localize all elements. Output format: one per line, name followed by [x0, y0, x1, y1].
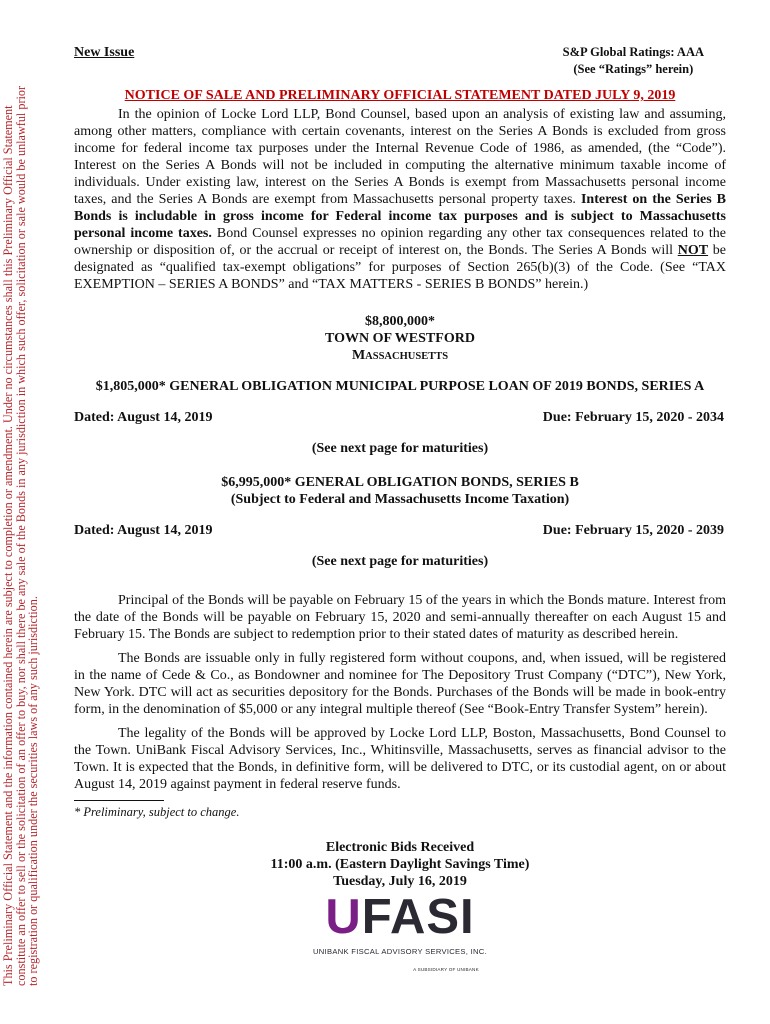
- principal-paragraph: Principal of the Bonds will be payable on February 15 of the years in which the Bonds mature. Interest from the date of the Bonds will be payable on February 15, 2020 and semi-annually thereafter on each August 15 and February 15. The Bonds are subject to redemption prior to their stated dates of maturity as described herein.: [74, 593, 726, 642]
- bid-line-3: Tuesday, July 16, 2019: [333, 874, 467, 889]
- bid-info: [74, 839, 726, 890]
- ufasi-logo: [74, 892, 726, 978]
- new-issue-label: New Issue: [74, 45, 135, 60]
- logo-subtitle: UNIBANK FISCAL ADVISORY SERVICES, INC.: [312, 947, 487, 956]
- opinion-text-3: be designated as “qualified tax-exempt obligations” for purposes of Section 265(b)(3) of the Code. (See “TAX EXEMPTION – SERIES A BONDS” and “TAX MATTERS - SERIES B BONDS” herein.): [74, 243, 727, 292]
- series-b-maturities-note: (See next page for maturities): [311, 554, 489, 569]
- rating-block: [563, 44, 704, 78]
- issuer-block: [74, 313, 726, 365]
- footnote: * Preliminary, subject to change.: [74, 805, 240, 819]
- opinion-text-2: Bond Counsel expresses no opinion regarding any other tax consequences related to the ownership or disposition of, or the accrual or receipt of interest on, the Bonds. The Series A Bonds will: [74, 226, 727, 258]
- side-disclaimer-line-1: This Preliminary Official Statement and the information contained herein are subject to completion or amendment. Under no circumstances shall this Preliminary Official Statement: [1, 105, 15, 986]
- series-b-subtitle: (Subject to Federal and Massachusetts Income Taxation): [230, 492, 570, 507]
- series-b-title-block: [74, 474, 726, 508]
- state-rest: ASSACHUSETTS: [365, 351, 449, 362]
- ufasi-logo-mark: [325, 892, 474, 942]
- series-b-title: $6,995,000* GENERAL OBLIGATION BONDS, SERIES B: [221, 475, 579, 490]
- logo-fasi-letters: FASI: [361, 890, 475, 944]
- logo-u-letter: U: [325, 890, 362, 944]
- series-a-due: Due: February 15, 2020 - 2034: [542, 410, 724, 425]
- series-b-due: Due: February 15, 2020 - 2039: [542, 523, 724, 538]
- opinion-text-1: In the opinion of Locke Lord LLP, Bond Counsel, based upon an analysis of existing law and assuming, among other matters, compliance with certain covenants, interest on the Series A Bonds is excluded from gross income for federal income tax purposes under the Internal Revenue Code of 1986, as amended, (the “Code”). Interest on the Series A Bonds will not be included in computing the alternative minimum taxable income of individuals. Under existing law, interest on the Series A Bonds is exempt from Massachusetts personal income taxes, and the Series A Bonds are exempt from Massachusetts personal property taxes.: [74, 107, 726, 207]
- series-a-dated: Dated: August 14, 2019: [74, 410, 213, 425]
- opinion-not: NOT: [677, 243, 709, 258]
- header-row: [74, 44, 726, 78]
- opinion-bold-text: Interest on the Series B Bonds is includable in gross income for Federal income tax purposes and is subject to Massachusetts personal income taxes.: [74, 192, 727, 241]
- series-b-dates: [74, 522, 726, 539]
- series-b-dated: Dated: August 14, 2019: [74, 523, 213, 538]
- side-disclaimer-line-3: to registration or qualification under the securities laws of any such jurisdiction.: [26, 596, 41, 986]
- issuable-paragraph: The Bonds are issuable only in fully registered form without coupons, and, when issued, will be registered in the name of Cede & Co., as Bondowner and nominee for The Depository Trust Company (“DTC”), New York, New York. DTC will act as securities depository for the Bonds. Purchases of the Bonds will be made in book-entry form, in the denomination of $5,000 or any integral multiple thereof (See “Book-Entry Transfer System” herein).: [74, 651, 726, 717]
- total-amount: $8,800,000*: [365, 314, 435, 329]
- series-a-dates: [74, 409, 726, 426]
- bid-line-2: 11:00 a.m. (Eastern Daylight Savings Time): [270, 857, 530, 872]
- logo-subsidiary: A SUBSIDIARY OF UNIBANK: [413, 967, 479, 972]
- side-disclaimer: [2, 52, 48, 986]
- legality-paragraph: The legality of the Bonds will be approved by Locke Lord LLP, Boston, Massachusetts, Bond Counsel to the Town. UniBank Fiscal Advisory Services, Inc., Whitinsville, Massachusetts, serves as financial advisor to the Town. It is expected that the Bonds, in definitive form, will be delivered to DTC, or its custodial agent, on or about August 14, 2019 against payment in federal reserve funds.: [74, 726, 726, 792]
- side-disclaimer-line-2: constitute an offer to sell or the solicitation of an offer to buy, nor shall there be any sale of the Bonds in any jurisdiction in which such offer, solicitation or sale would be unlawful prior: [13, 85, 28, 986]
- footnote-rule: [74, 800, 164, 801]
- notice-title: NOTICE OF SALE AND PRELIMINARY OFFICIAL STATEMENT DATED JULY 9, 2019: [124, 88, 676, 103]
- series-a-maturities-note: (See next page for maturities): [311, 441, 489, 456]
- tax-opinion-paragraph: [74, 106, 726, 293]
- state-initial: M: [351, 348, 366, 363]
- series-a-title: $1,805,000* GENERAL OBLIGATION MUNICIPAL PURPOSE LOAN OF 2019 BONDS, SERIES A: [95, 379, 705, 394]
- rating-reference: (See “Ratings” herein): [573, 62, 694, 76]
- bid-line-1: Electronic Bids Received: [325, 840, 475, 855]
- rating-line: S&P Global Ratings: AAA: [562, 45, 704, 59]
- document-page: [74, 44, 726, 978]
- state-name: [74, 347, 726, 365]
- town-name: TOWN OF WESTFORD: [325, 331, 475, 346]
